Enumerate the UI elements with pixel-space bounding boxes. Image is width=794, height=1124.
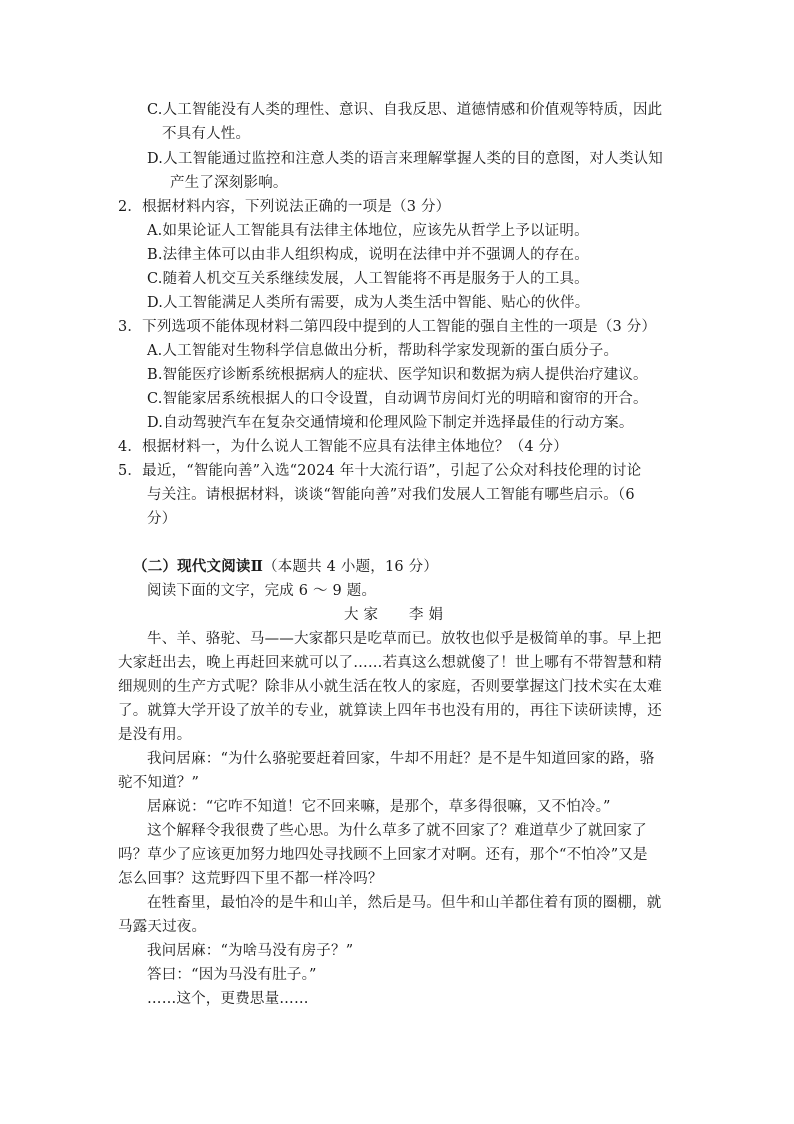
passage-line: 居麻说：“它咋不知道！它不回来嘛，是那个，草多得很嘛，又不怕冷。”: [147, 799, 611, 815]
q2-stem: 2．根据材料内容，下列说法正确的一项是（3 分）: [118, 199, 451, 215]
passage-line: 怎么回事？这荒野四下里不都一样冷吗？: [118, 871, 383, 887]
reading-instruction: 阅读下面的文字，完成 6 ～ 9 题。: [147, 583, 377, 599]
q1-option-d-line1: D.人工智能通过监控和注意人类的语言来理解掌握人类的目的意图，对人类认知: [147, 151, 663, 167]
section-heading-label: （二）现代文阅读Ⅱ: [133, 558, 264, 575]
q5-line2: 与关注。请根据材料，谈谈“智能向善”对我们发展人工智能有哪些启示。（6: [147, 487, 635, 503]
passage-line: ……这个，更费思量……: [147, 991, 309, 1007]
passage-title: 大 家: [344, 607, 379, 623]
passage-line: 我问居麻：“为什么骆驼要赶着回家，牛却不用赶？是不是牛知道回家的路，骆: [147, 751, 655, 767]
passage-line: 这个解释令我很费了些心思。为什么草多了就不回家了？难道草少了就回家了: [147, 823, 647, 839]
q5-line1: 5．最近，“智能向善”入选“2024 年十大流行语”，引起了公众对科技伦理的讨论: [118, 463, 642, 479]
passage-line: 牛、羊、骆驼、马——大家都只是吃草而已。放牧也似乎是极简单的事。早上把: [147, 631, 662, 647]
q2-option-a: A.如果论证人工智能具有法律主体地位，应该先从哲学上予以证明。: [147, 223, 589, 239]
q3-stem: 3．下列选项不能体现材料二第四段中提到的人工智能的强自主性的一项是（3 分）: [118, 319, 657, 335]
passage-line: 驼不知道？”: [118, 775, 200, 791]
q3-option-b: B.智能医疗诊断系统根据病人的症状、医学知识和数据为病人提供治疗建议。: [147, 367, 648, 383]
q1-option-c-line1: C.人工智能没有人类的理性、意识、自我反思、道德情感和价值观等特质，因此: [147, 102, 663, 118]
q1-option-c-line2: 不具有人性。: [162, 126, 251, 142]
passage-line: 了。就算大学开设了放羊的专业，就算读上四年书也没有用的，再往下读研读博，还: [118, 703, 662, 719]
passage-line: 答曰：“因为马没有肚子。”: [147, 967, 317, 983]
section-heading-score: （本题共 4 小题，16 分）: [263, 559, 439, 575]
q5-line3: 分）: [147, 511, 177, 527]
passage-line: 是没有用。: [118, 727, 192, 743]
passage-line: 大家赶出去，晚上再赶回来就可以了……若真这么想就傻了！世上哪有不带智慧和精: [118, 655, 662, 671]
passage-line: 吗？草少了应该更加努力地四处寻找顾不上回家才对啊。还有，那个“不怕冷”又是: [118, 847, 648, 863]
passage-line: 在牲畜里，最怕冷的是牛和山羊，然后是马。但牛和山羊都住着有顶的圈棚，就: [147, 895, 662, 911]
passage-line: 细规则的生产方式呢？除非从小就生活在牧人的家庭，否则要掌握这门技术实在太难: [118, 679, 662, 695]
q4-stem: 4．根据材料一，为什么说人工智能不应具有法律主体地位？（4 分）: [118, 439, 568, 455]
passage-author: 李 娟: [409, 607, 444, 623]
q2-option-b: B.法律主体可以由非人组织构成，说明在法律中并不强调人的存在。: [147, 247, 589, 263]
q3-option-d: D.自动驾驶汽车在复杂交通情境和伦理风险下制定并选择最佳的行动方案。: [147, 415, 634, 431]
passage-line: 马露天过夜。: [118, 919, 207, 935]
q2-option-d: D.人工智能满足人类所有需要，成为人类生活中智能、贴心的伙伴。: [147, 295, 590, 311]
q1-option-d-line2: 产生了深刻影响。: [170, 175, 288, 191]
q2-option-c: C.随着人机交互关系继续发展，人工智能将不再是服务于人的工具。: [147, 271, 589, 287]
section-heading: [133, 557, 438, 577]
passage-line: 我问居麻：“为啥马没有房子？”: [147, 943, 354, 959]
q3-option-c: C.智能家居系统根据人的口令设置，自动调节房间灯光的明暗和窗帘的开合。: [147, 391, 648, 407]
q3-option-a: A.人工智能对生物科学信息做出分析，帮助科学家发现新的蛋白质分子。: [147, 343, 619, 359]
